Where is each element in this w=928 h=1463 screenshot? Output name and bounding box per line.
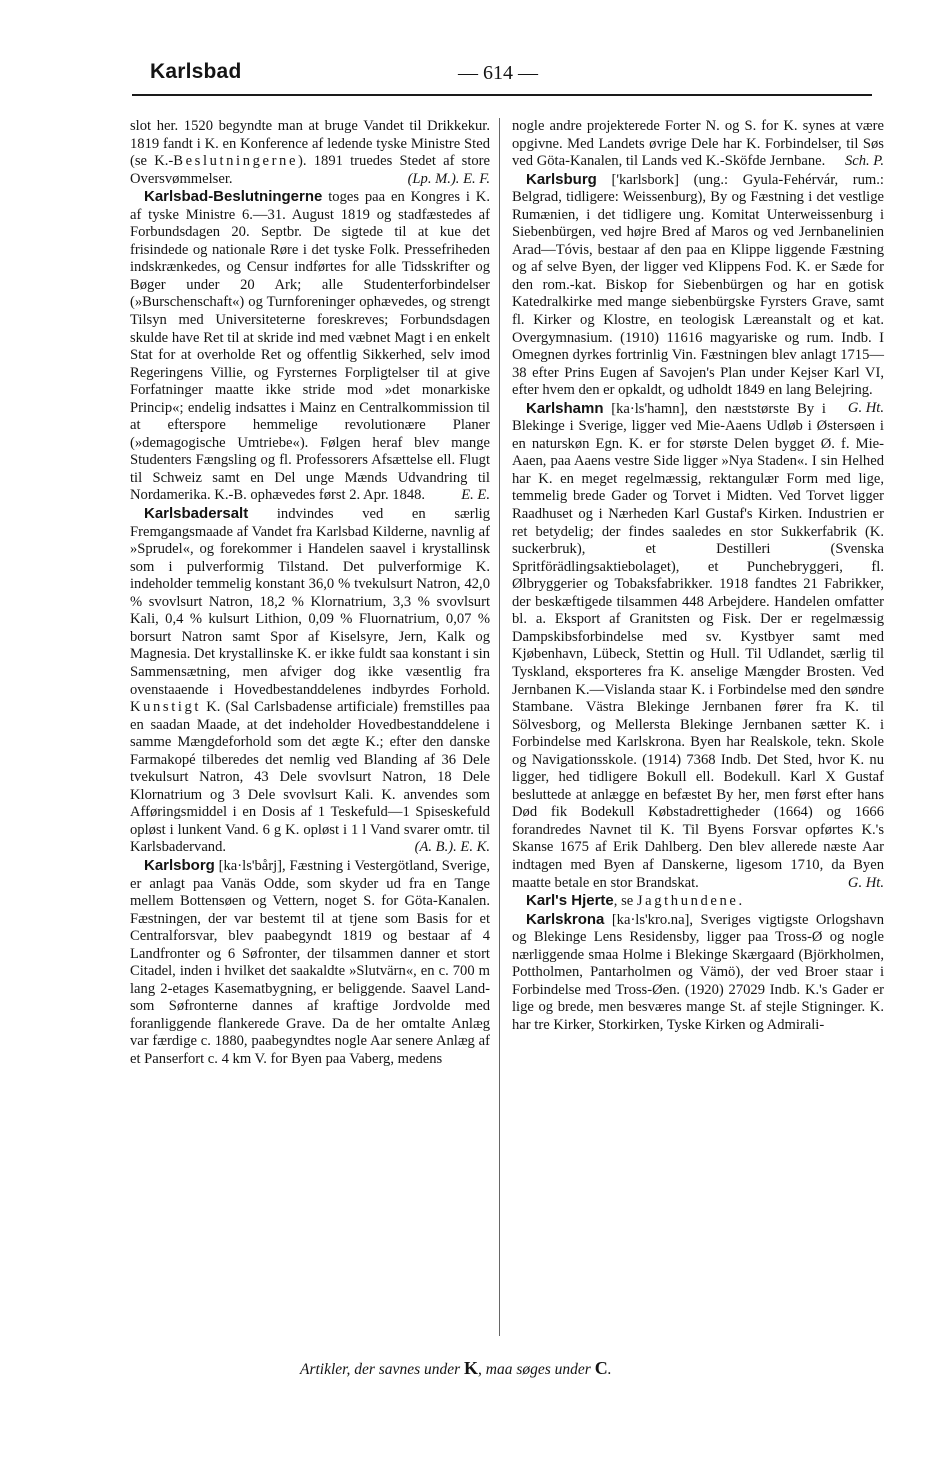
headword: Karlsburg [526, 170, 597, 188]
entry-karlshamn: Karlshamn [ka·ls'hamn], den næststørste By i Blekinge i Sverige, ligger ved Mie-Aaens Udløb i Østersøen i en naturskøn Egn. K. er for største Delen bygget Ø. f. Mie-Aaen, paa Aaens vestre Side ligger »Nya Staden«. I sin Helhed har K. en meget regelmæssig, rektangulær Form med lige, temmelig brede Gader og Torvet i Midten. Ved Torvet ligger Raadhuset og i Nærheden Karl Gustaf's Kirken. Industrien er ret betydelig; der findes saaledes en stor Sukkerfabrik (K. suckerbruk), et Destilleri (Svenska Spritförädlingsaktiebolaget), et Punchebryggeri, fl. Ølbryggerier og Tobaksfabrikker. 1918 fandtes 21 Fabrikker, der beskæftigede tilsammen 448 Arbejdere. Handelen omfatter bl. a. Eksport af Granitsten og Fisk. Der er regelmæssig Dampskibsforbindelse med sv. Kystbyer samt med Kjøbenhavn, Lübeck, Stettin og Hull. Til Udlandet, særlig til Tyskland, eksporteres fra K. anselige Mængder Brosten. Ved Jernbanen K.—Vislanda staar K. i Forbindelse med den søndre Stambane. Västra Blekinge Jernbanen fører fra K. til Sölvesborg, og Mellersta Blekinge Jernbanen sætter K. i Forbindelse med Karlskrona. Byen har Realskole, tekn. Skole og Navigationsskole. (1914) 7368 Indb. Det Sted, hvor K. nu ligger, hed tidligere Bokull ell. Bodekull. Karl X Gustaf besluttede at anlægge en befæstet By her, men først efter hans Død fik Bodekull Købstadrettigheder (1664) og 1666 forandredes Navnet til K. Til Byens Forsvar opførtes K.'s Skanse 1675 af Erik Dahlberg. Den blev allerede næste Aar indtagen med Byen af Danskerne, ligesom 1710, da Byen maatte betale en stor Brandskat. G. Ht. [512, 399, 884, 891]
author-signature: (A. B.). E. K. [414, 839, 490, 856]
headword: Karl's Hjerte [526, 892, 614, 910]
emphasized-term: Kunstigt [130, 699, 202, 716]
left-column [130, 118, 490, 1069]
entry-continuation: nogle andre projekterede Forter N. og S. for K. synes at være opgivne. Med Landets øvrige Dele har K. Forbindelser, til Søs ved Göta-Kanalen, til Lands ved K.-Sköfde Jernbane. Sch. P. [512, 118, 884, 170]
entry-karlsbad-beslutningerne: Karlsbad-Beslutningerne toges paa en Kongres i K. af tyske Ministre 6.—31. August 1819 og stadfæstedes af Forbundsdagen 20. Septbr. De sigtede til at kue det frisindede og nationale Røre i det tyske Folk. Pressefriheden indskrænkedes, og Censur indførtes for alle Tidsskrifter og Bøger under 20 Ark; alle Studenterforbindelser (»Burschenschaft«) og Turnforeninger ophævedes, og strengt Tilsyn med Universiteterne foreskreves; Forbundsdagen skulde have Ret til at skride ind med væbnet Magt i en enkelt Stat for at overholde Ret og offentlig Sikkerhed, selv imod Regeringens Villie, og Fyrsternes Forpligtelser til at give Forfatninger maatte ikke stride mod »det monarkiske Princip«; endelig indsattes i Mainz en Centralkommission til at efterspore hemmelige revolutionære Planer (»demagogische Umtriebe«). Følgen heraf blev mange Studenters Fængsling og fl. Professorers Afsættelse ell. Flugt til Schweiz samt en Del unge Mænds Udvandring til Nordamerika. K.-B. ophævedes først 2. Apr. 1848. E. E. [130, 188, 490, 504]
author-signature: E. E. [461, 487, 490, 504]
headword: Karlsbad-Beslutningerne [144, 188, 323, 206]
right-column [512, 118, 884, 1034]
column-divider [499, 118, 500, 1336]
page-header [132, 58, 872, 96]
entry-continuation: slot her. 1520 begyndte man at bruge Vandet til Drikkekur. 1819 fandt i K. en Konference af ledende tyske Ministre Sted (se K.-Beslutningerne). 1891 truedes Stedet af store Oversvømmelser. (Lp. M.). E. F. [130, 118, 491, 187]
letter-k: K [464, 1358, 479, 1378]
entry-karlsburg: Karlsburg ['karlsbork] (ung.: Gyula-Fehérvár, rum.: Belgrad, tidligere: Weissenburg), By og Fæstning i det vestlige Rumænien, i det tidligere ung. Komitat Unterweissenburg i Siebenbürgen, ved højre Bred af Maros og ved Jernbanelinien Arad—Tóvis, bestaar af den paa en Klippe liggende Fæstning og af selve Byen, der ligger ved Klippens Fod. K. er Sæde for den rom.-kat. Biskop for Siebenbürgen og har en gotisk Katedralkirke med mange siebenbürgske Fyrsters Grave, samt fl. Kirker og Klostre, en teologisk Læreanstalt og et kat. Overgymnasium. (1910) 11616 magyariske og rum. Indb. I Omegnen dyrkes fortrinlig Vin. Fæstningen blev anlagt 1715—38 efter Prins Eugen af Savojen's Plan under Kejser Karl VI, efter hvem den er opkaldt, og udholdt 1849 en lang Belejring. G. Ht. [512, 170, 884, 416]
cross-reference: Beslutningerne [173, 153, 299, 170]
author-signature: G. Ht. [847, 874, 884, 891]
letter-c: C [594, 1358, 608, 1378]
entry-karlskrona: Karlskrona [ka·ls'kro.na], Sveriges vigtigste Orlogshavn og Blekinge Lens Residensby, ligger paa Tross-Ø og nogle nærliggende smaa Holme i Blekinge Skærgaard (Björkholmen, Pottholmen, Pantarholmen og Vämö), der ved Broer staar i Forbindelse med Tross-Øen. (1920) 27029 Indb. K.'s Gader er lige og brede, men besværes mange St. af stejle Stigninger. K. har tre Kirker, Storkirken, Tyske Kirken og Admirali- [512, 910, 884, 1033]
headword: Karlshamn [526, 399, 604, 417]
entry-karlsbadersalt: Karlsbadersalt indvindes ved en særlig Fremgangsmaade af Vandet fra Karlsbad Kilderne, navnlig af »Sprudel«, og forekommer i Handelen saavel i krystallinsk som i pulverformig Tilstand. Det pulverformige K. indeholder temmelig konstant 36,0 % tvekulsurt Natron, 42,0 % svovlsurt Natron, 18,2 % Klornatrium, 3,3 % svovlsurt Kali, 0,4 % kulsurt Lithion, 0,09 % Fluornatrium, 0,07 % borsurt Natron samt Spor af Kiselsyre, Jern, Kalk og Magnesia. Det krystallinske K. er ikke fuldt saa konstant i sin Sammensætning, men afviger dog ikke væsentlig fra ovenstaaende i Hovedbestanddelenes indbyrdes Forhold. Kunstigt K. (Sal Carlsbadense artificiale) fremstilles paa en saadan Maade, at det indeholder Hovedbestanddelene i samme Mængdeforhold som det ægte K.; efter den danske Farmakopé tilberedes det nemlig ved Blanding af 36 Dele tvekulsurt Natron, 43 Dele svovlsurt Natron, 18 Dele Klornatrium og 3 Dele svovlsurt Kali. K. anvendes som Afføringsmiddel i en Dosis af 1 Teskefuld—1 Spiseskefuld opløst i lunkent Vand. 6 g K. opløst i 1 l Vand svarer omtr. til Karlsbadervand. (A. B.). E. K. [130, 505, 490, 856]
headword: Karlsborg [144, 856, 215, 874]
footer-note: Artikler, der savnes under K, maa søges under C. [300, 1358, 612, 1378]
author-signature: G. Ht. [847, 399, 884, 416]
author-signature: Sch. P. [844, 153, 884, 170]
headword: Karlskrona [526, 910, 605, 928]
page-number: — 614 — [458, 62, 538, 84]
cross-reference: Jagthundene [636, 893, 739, 910]
running-head: Karlsbad [150, 60, 242, 83]
entry-karls-hjerte: Karl's Hjerte, se Jagthundene. [526, 892, 743, 910]
entry-karlsborg: Karlsborg [ka·ls'bårj], Fæstning i Vestergötland, Sverige, er anlagt paa Vanäs Odde, som skyder ud fra en Tange mellem Bottensøen og Vettern, noget S. for Göta-Kanalen. Fæstningen, der var bestemt til at tjene som Basis for et Centralforsvar, blev paabegyndt 1819 og bestaar af 4 Landfronter og 6 Søfronter, der tilsammen danner et stort Citadel, inden i hvilket det saakaldte »Slutvärn«, en c. 700 m lang 2-etages Kasematbygning, er beliggende. Saavel Land- som Søfronterne dannes af kraftige Jordvolde med foranliggende flankerede Grave. Da de her omtalte Anlæg var færdige c. 1880, paabegyndtes nogle Aar senere Anlæg af et Panserfort c. 4 km V. for Byen paa Vaberg, medens [130, 856, 490, 1067]
headword: Karlsbadersalt [144, 505, 249, 523]
author-signature: (Lp. M.). E. F. [407, 170, 490, 187]
